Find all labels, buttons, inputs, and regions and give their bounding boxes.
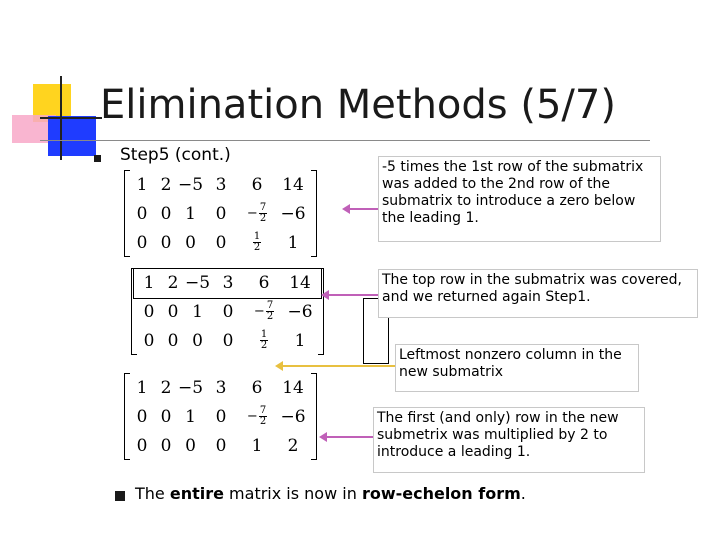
matrix-cell: 2	[287, 435, 299, 456]
arrow-icon	[324, 294, 378, 296]
matrix-cell: 14	[289, 272, 311, 293]
matrix-cell: 0	[215, 406, 227, 427]
fraction: $\frac{1}{2}$	[260, 329, 268, 351]
conclusion-text	[135, 484, 526, 503]
step-label: Step5 (cont.)	[120, 145, 231, 165]
fraction: − $\frac{7}{2}$	[246, 202, 267, 224]
callout-multiply-row: The first (and only) row in the new submetrix was multiplied by 2 to introduce a leading 1.	[373, 407, 645, 473]
conclusion-middle: matrix is now in	[223, 484, 362, 503]
matrix-cell: 6	[251, 174, 263, 195]
arrow-icon	[345, 208, 378, 210]
right-bracket	[311, 170, 317, 257]
callout-cover-row: The top row in the submatrix was covered, and we returned again Step1.	[378, 269, 698, 318]
matrix-cell	[239, 228, 275, 257]
matrix-cell: 1	[185, 406, 196, 427]
conclusion-suffix: .	[520, 484, 526, 503]
matrix-row	[137, 326, 318, 355]
matrix-table	[130, 373, 311, 460]
conclusion-prefix: The	[135, 484, 170, 503]
matrix-cell: 0	[143, 330, 155, 351]
matrix-cell: 1	[192, 301, 203, 322]
matrix-cell: 0	[215, 435, 227, 456]
page-title: Elimination Methods (5/7)	[100, 82, 616, 128]
covered-row-box	[133, 268, 322, 299]
matrix-cell: −6	[280, 406, 306, 427]
matrix-table	[130, 170, 311, 257]
bullet-icon	[94, 155, 101, 162]
matrix-cell: 1	[136, 174, 148, 195]
callout-leftmost-column: Leftmost nonzero column in the new submatrix	[395, 344, 639, 392]
matrix-cell: 6	[251, 377, 263, 398]
matrix-cell: 0	[136, 435, 148, 456]
matrix-cell: 1	[251, 435, 263, 456]
matrix-cell: 0	[160, 406, 172, 427]
fraction: − $\frac{7}{2}$	[253, 300, 274, 322]
callout-row-operation: -5 times the 1st row of the submatrix was added to the 2nd row of the submatrix to introduce a zero below the leading 1.	[378, 156, 661, 242]
matrix-cell: 0	[136, 232, 148, 253]
matrix-cell: 14	[282, 174, 304, 195]
arrow-icon	[322, 436, 373, 438]
conclusion-bold-entire: entire	[169, 484, 224, 503]
fraction: $\frac{1}{2}$	[253, 231, 261, 253]
matrix-cell	[239, 402, 275, 431]
matrix-cell	[246, 297, 282, 326]
matrix-cell: 6	[258, 272, 270, 293]
logo-blue-square	[48, 116, 96, 156]
matrix-row	[137, 297, 318, 326]
matrix-cell: 0	[143, 301, 155, 322]
title-underline	[40, 140, 650, 141]
matrix-cell: 0	[160, 232, 172, 253]
bullet-icon	[115, 491, 125, 501]
matrix-cell: 1	[185, 203, 196, 224]
matrix-cell: 0	[167, 330, 179, 351]
matrix-cell: −6	[287, 301, 313, 322]
matrix-cell: 0	[185, 232, 196, 253]
logo-horizontal-line	[40, 117, 102, 119]
matrix-row	[130, 199, 311, 228]
matrix-cell	[239, 199, 275, 228]
matrix-cell	[246, 326, 282, 355]
matrix-cell: 2	[167, 272, 179, 293]
fraction: − $\frac{7}{2}$	[246, 405, 267, 427]
matrix-cell: 3	[215, 377, 227, 398]
matrix-cell: 1	[136, 377, 148, 398]
left-bracket	[124, 373, 130, 460]
matrix-cell: 3	[215, 174, 227, 195]
matrix-cell: 0	[185, 435, 196, 456]
matrix-cell: 3	[222, 272, 234, 293]
matrix-cell: −6	[280, 203, 306, 224]
matrix-row	[130, 431, 311, 460]
matrix-row	[130, 373, 311, 402]
matrix-cell: −5	[178, 377, 204, 398]
matrix-row	[130, 170, 311, 199]
matrix-cell: 0	[136, 406, 148, 427]
conclusion-bold-form: row-echelon form	[361, 484, 521, 503]
matrix-cell: 0	[222, 301, 234, 322]
matrix-cell: 2	[160, 377, 172, 398]
matrix-cell: 0	[215, 232, 227, 253]
matrix-cell: 2	[160, 174, 172, 195]
matrix-cell: 1	[287, 232, 299, 253]
matrix-cell: 0	[167, 301, 179, 322]
matrix-cell: 14	[282, 377, 304, 398]
matrix-row	[130, 228, 311, 257]
arrow-icon	[278, 365, 395, 367]
matrix-cell: 0	[136, 203, 148, 224]
matrix-cell: 0	[160, 435, 172, 456]
matrix-cell: −5	[178, 174, 204, 195]
matrix-cell: −5	[185, 272, 211, 293]
matrix-2	[131, 268, 324, 355]
matrix-cell: 0	[215, 203, 227, 224]
matrix-cell: 0	[222, 330, 234, 351]
matrix-row	[130, 402, 311, 431]
matrix-3	[124, 373, 317, 460]
right-bracket	[311, 373, 317, 460]
matrix-cell: 1	[143, 272, 155, 293]
matrix-1	[124, 170, 317, 257]
matrix-cell: 0	[192, 330, 203, 351]
left-bracket	[124, 170, 130, 257]
matrix-cell: 1	[294, 330, 306, 351]
matrix-cell: 0	[160, 203, 172, 224]
